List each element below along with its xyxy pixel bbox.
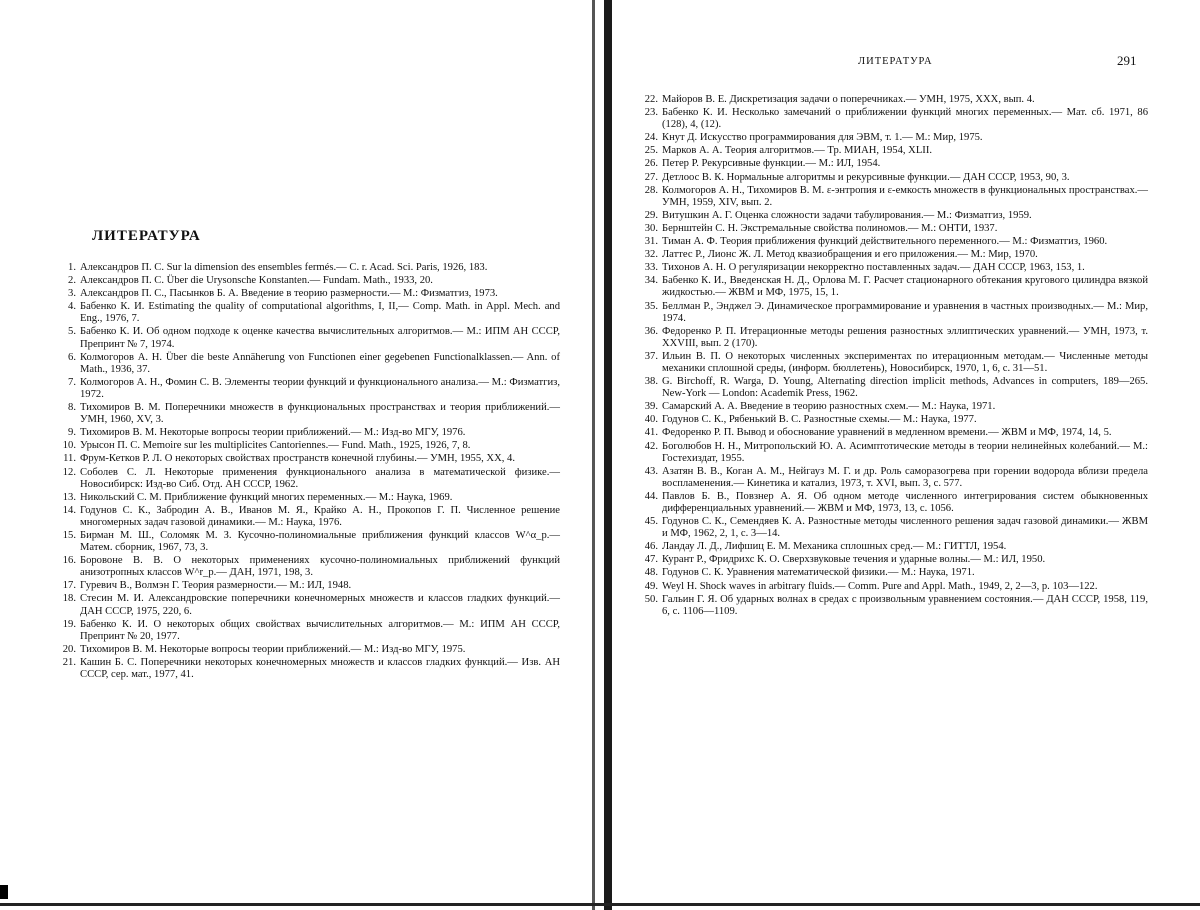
reference-number: 21. bbox=[62, 656, 76, 668]
reference-number: 20. bbox=[62, 643, 76, 655]
reference-text: Тихомиров В. М. Некоторые вопросы теории приближений.— М.: Изд-во МГУ, 1976. bbox=[80, 427, 466, 439]
reference-number: 41. bbox=[644, 427, 658, 439]
reference-text: Гуревич В., Волмэн Г. Теория размерности.— М.: ИЛ, 1948. bbox=[80, 580, 352, 592]
reference-item bbox=[634, 427, 1148, 439]
reference-item bbox=[634, 236, 1148, 248]
reference-number: 50. bbox=[644, 593, 658, 605]
reference-item bbox=[634, 301, 1148, 325]
reference-number: 31. bbox=[644, 236, 658, 248]
reference-number: 24. bbox=[644, 132, 658, 144]
reference-item bbox=[52, 427, 560, 439]
reference-number: 30. bbox=[644, 222, 658, 234]
reference-text: Федоренко Р. П. Итерационные методы решения разностных эллиптических уравнений.— УМН, 1973, т. XXVIII, вып. 2 (170). bbox=[662, 325, 1148, 349]
reference-item bbox=[52, 555, 560, 579]
reference-text: Колмогоров А. Н. Über die beste Annäherung von Functionen einer gegebenen Functionalklassen.— Ann. of Math., 1936, 37. bbox=[80, 351, 560, 375]
reference-item bbox=[52, 644, 560, 656]
reference-text: Петер Р. Рекурсивные функции.— М.: ИЛ, 1954. bbox=[662, 158, 881, 170]
reference-text: Тиман А. Ф. Теория приближения функций действительного переменного.— М.: Физматгиз, 1960. bbox=[662, 236, 1108, 248]
reference-item bbox=[634, 107, 1148, 131]
reference-number: 28. bbox=[644, 184, 658, 196]
reference-number: 40. bbox=[644, 414, 658, 426]
reference-text: Никольский С. М. Приближение функций многих переменных.— М.: Наука, 1969. bbox=[80, 491, 453, 503]
reference-item bbox=[52, 580, 560, 592]
reference-number: 33. bbox=[644, 262, 658, 274]
reference-text: Тихонов А. Н. О регуляризации некорректно поставленных задач.— ДАН СССР, 1963, 153, 1. bbox=[662, 262, 1085, 274]
reference-list bbox=[634, 94, 1148, 619]
reference-text: Боровоне В. В. О некоторых применениях кусочно-полиномиальных приближений функций анизотропных классов W^r_p.— ДАН, 1971, 198, 3. bbox=[80, 555, 560, 579]
reference-number: 42. bbox=[644, 440, 658, 452]
reference-item bbox=[52, 301, 560, 325]
reference-item bbox=[634, 351, 1148, 375]
reference-text: Урысон П. С. Memoire sur les multiplicites Cantoriennes.— Fund. Math., 1925, 1926, 7, 8. bbox=[80, 440, 471, 452]
reference-text: Кашин Б. С. Поперечники некоторых конечномерных множеств и классов гладких функций.— Изв. АН СССР, сер. мат., 1977, 41. bbox=[80, 656, 560, 680]
reference-text: Бабенко К. И., Введенская Н. Д., Орлова М. Г. Расчет стационарного обтекания кругового цилиндра вязкой жидкостью.— ЖВМ и МФ, 1975, 15, 1. bbox=[662, 275, 1148, 299]
reference-item bbox=[634, 441, 1148, 465]
reference-list bbox=[52, 262, 560, 682]
reference-item bbox=[634, 172, 1148, 184]
reference-item bbox=[634, 516, 1148, 540]
page-number: 291 bbox=[1117, 53, 1137, 68]
reference-item bbox=[634, 491, 1148, 515]
reference-item bbox=[52, 352, 560, 376]
reference-text: Бабенко К. И. Об одном подходе к оценке качества вычислительных алгоритмов.— М.: ИПМ АН СССР, Препринт № 7, 1974. bbox=[80, 326, 560, 350]
reference-item bbox=[634, 541, 1148, 553]
page-gutter-shadow bbox=[592, 0, 595, 910]
reference-item bbox=[634, 554, 1148, 566]
reference-text: Годунов С. К., Забродин А. В., Иванов М. Я., Крайко А. Н., Прокопов Г. П. Численное решение многомерных задач газовой динамики.— М.: Наука, 1976. bbox=[80, 504, 560, 528]
reference-text: Бабенко К. И. Estimating the quality of computational algorithms, I, II,— Comp. Math. in Appl. Mech. and Eng., 1976, 7. bbox=[80, 301, 560, 325]
reference-number: 12. bbox=[62, 466, 76, 478]
reference-item bbox=[52, 402, 560, 426]
reference-number: 9. bbox=[68, 427, 76, 439]
reference-number: 1. bbox=[68, 262, 76, 273]
reference-item bbox=[634, 145, 1148, 157]
reference-number: 45. bbox=[644, 516, 658, 528]
reference-number: 27. bbox=[644, 171, 658, 183]
reference-text: Бернштейн С. Н. Экстремальные свойства полиномов.— М.: ОНТИ, 1937. bbox=[662, 222, 998, 234]
reference-number: 18. bbox=[62, 593, 76, 605]
reference-text: Александров П. С., Пасынков Б. А. Введение в теорию размерности.— М.: Физматгиз, 1973. bbox=[80, 288, 498, 300]
book-spine bbox=[604, 0, 612, 910]
reference-item bbox=[52, 593, 560, 617]
reference-text: Бабенко К. И. О некоторых общих свойствах вычислительных алгоритмов.— М.: ИПМ АН СССР, Препринт № 20, 1977. bbox=[80, 618, 560, 642]
reference-number: 47. bbox=[644, 554, 658, 566]
reference-text: Латтес Р., Лионс Ж. Л. Метод квазиобращения и его приложения.— М.: Мир, 1970. bbox=[662, 249, 1038, 261]
reference-text: Александров П. С. Sur la dimension des ensembles fermés.— C. r. Acad. Sci. Paris, 1926, 183. bbox=[80, 262, 488, 273]
reference-item bbox=[52, 262, 560, 274]
reference-item bbox=[52, 467, 560, 491]
reference-text: Стесин М. И. Александровские поперечники конечномерных множеств и классов гладких функций.— ДАН СССР, 1975, 220, 6. bbox=[80, 593, 560, 617]
reference-number: 36. bbox=[644, 325, 658, 337]
reference-text: Гальин Г. Я. Об ударных волнах в средах с произвольным уравнением состояния.— ДАН СССР, 1958, 119, 6, с. 1106—1109. bbox=[662, 593, 1148, 617]
reference-item bbox=[634, 249, 1148, 261]
reference-item bbox=[634, 94, 1148, 106]
reference-text: Майоров В. Е. Дискретизация задачи о поперечниках.— УМН, 1975, XXX, вып. 4. bbox=[662, 94, 1035, 105]
running-head: ЛИТЕРАТУРА bbox=[858, 56, 933, 67]
reference-text: Самарский А. А. Введение в теорию разностных схем.— М.: Наука, 1971. bbox=[662, 401, 996, 413]
reference-number: 14. bbox=[62, 504, 76, 516]
reference-number: 4. bbox=[68, 301, 76, 313]
reference-item bbox=[634, 401, 1148, 413]
reference-text: Колмогоров А. Н., Фомин С. В. Элементы теории функций и функционального анализа.— М.: Физматгиз, 1972. bbox=[80, 376, 560, 400]
reference-number: 49. bbox=[644, 580, 658, 592]
reference-number: 13. bbox=[62, 491, 76, 503]
reference-item bbox=[634, 275, 1148, 299]
reference-number: 2. bbox=[68, 275, 76, 287]
reference-item bbox=[52, 453, 560, 465]
reference-item bbox=[634, 223, 1148, 235]
reference-number: 22. bbox=[644, 94, 658, 105]
reference-item bbox=[634, 414, 1148, 426]
reference-number: 11. bbox=[63, 453, 76, 465]
reference-number: 48. bbox=[644, 567, 658, 579]
reference-text: Тихомиров В. М. Поперечники множеств в функциональных пространствах и теория приближений.— УМН, 1960, XV, 3. bbox=[80, 402, 560, 426]
reference-text: Бабенко К. И. Несколько замечаний о приближении функций многих переменных.— Мат. сб. 1971, 86 (128), 4, (12). bbox=[662, 107, 1148, 131]
reference-text: Колмогоров А. Н., Тихомиров В. М. ε-энтропия и ε-емкость множеств в функциональных пространствах.— УМН, 1959, XIV, вып. 2. bbox=[662, 184, 1148, 208]
page-title: ЛИТЕРАТУРА bbox=[92, 228, 201, 244]
reference-item bbox=[634, 326, 1148, 350]
left-page bbox=[0, 0, 592, 910]
reference-item bbox=[634, 158, 1148, 170]
reference-number: 10. bbox=[62, 440, 76, 452]
reference-number: 17. bbox=[62, 580, 76, 592]
reference-text: Кнут Д. Искусство программирования для ЭВМ, т. 1.— М.: Мир, 1975. bbox=[662, 132, 983, 144]
reference-number: 26. bbox=[644, 158, 658, 170]
reference-number: 32. bbox=[644, 249, 658, 261]
reference-text: Курант Р., Фридрихс К. О. Сверхзвуковые течения и ударные волны.— М.: ИЛ, 1950. bbox=[662, 554, 1046, 566]
reference-item bbox=[634, 210, 1148, 222]
reference-text: Витушкин А. Г. Оценка сложности задачи табулирования.— М.: Физматгиз, 1959. bbox=[662, 209, 1032, 221]
reference-item bbox=[634, 594, 1148, 618]
reference-text: Боголюбов Н. Н., Митропольский Ю. А. Асимптотические методы в теории нелинейных колебаний.— М.: Гостехиздат, 1955. bbox=[662, 440, 1148, 464]
reference-item bbox=[634, 567, 1148, 579]
reference-number: 19. bbox=[62, 618, 76, 630]
reference-item bbox=[52, 619, 560, 643]
reference-item bbox=[634, 466, 1148, 490]
reference-item bbox=[634, 376, 1148, 400]
reference-text: Weyl H. Shock waves in arbitrary fluids.— Comm. Pure and Appl. Math., 1949, 2, 2—3, p. 103—122. bbox=[662, 580, 1098, 592]
reference-item bbox=[52, 377, 560, 401]
reference-number: 7. bbox=[68, 376, 76, 388]
reference-text: Соболев С. Л. Некоторые применения функционального анализа в математической физике.— Новосибирск: Изд-во Сиб. Отд. АН СССР, 1962. bbox=[80, 466, 560, 490]
reference-item bbox=[634, 581, 1148, 593]
reference-text: Павлов Б. В., Повзнер А. Я. Об одном методе численного интегрирования систем обыкновенных дифференциальных уравнений.— ЖВМ и МФ, 1973, 13, с. 1056. bbox=[662, 490, 1148, 514]
reference-number: 37. bbox=[644, 350, 658, 362]
reference-item bbox=[634, 132, 1148, 144]
reference-number: 25. bbox=[644, 145, 658, 157]
reference-number: 39. bbox=[644, 401, 658, 413]
reference-number: 29. bbox=[644, 209, 658, 221]
reference-number: 34. bbox=[644, 275, 658, 287]
reference-text: Ландау Л. Д., Лифшиц Е. М. Механика сплошных сред.— М.: ГИТТЛ, 1954. bbox=[662, 541, 1007, 553]
reference-text: Беллман Р., Энджел Э. Динамическое программирование и уравнения в частных производных.— М.: Мир, 1974. bbox=[662, 300, 1148, 324]
reference-item bbox=[634, 185, 1148, 209]
reference-item bbox=[52, 530, 560, 554]
reference-text: Фрум-Кетков Р. Л. О некоторых свойствах пространств конечной глубины.— УМН, 1955, XX, 4. bbox=[80, 453, 515, 465]
reference-number: 8. bbox=[68, 402, 76, 414]
reference-text: Александров П. С. Über die Urysonsche Konstanten.— Fundam. Math., 1933, 20. bbox=[80, 275, 433, 287]
reference-number: 38. bbox=[644, 376, 658, 388]
reference-item bbox=[52, 505, 560, 529]
reference-number: 5. bbox=[68, 326, 76, 338]
reference-number: 23. bbox=[644, 107, 658, 119]
reference-text: Федоренко Р. П. Вывод и обоснование уравнений в медленном времени.— ЖВМ и МФ, 1974, 14, 5. bbox=[662, 427, 1112, 439]
reference-item bbox=[52, 657, 560, 681]
reference-item bbox=[634, 262, 1148, 274]
reference-number: 3. bbox=[68, 288, 76, 300]
reference-text: Ильин В. П. О некоторых численных экспериментах по итерационным методам.— Численные методы механики сплошной среды, (информ. бюллетень), Новосибирск, 1970, 1, 6, с. 31—51. bbox=[662, 350, 1148, 374]
reference-number: 6. bbox=[68, 351, 76, 363]
reference-text: Азатян В. В., Коган А. М., Нейгауз М. Г. и др. Роль саморазогрева при горении водорода вблизи предела воспламенения.— Кинетика и катализ, 1973, т. XVI, вып. 3, с. 577. bbox=[662, 465, 1148, 489]
reference-text: Годунов С. К. Уравнения математической физики.— М.: Наука, 1971. bbox=[662, 567, 975, 579]
reference-number: 35. bbox=[644, 300, 658, 312]
reference-text: G. Birchoff, R. Warga, D. Young, Alternating direction implicit methods, Advances in computers, 189—265. New-York — London: Academik Press, 1962. bbox=[662, 376, 1148, 400]
reference-text: Марков А. А. Теория алгоритмов.— Тр. МИАН, 1954, XLII. bbox=[662, 145, 933, 157]
reference-item bbox=[52, 275, 560, 287]
reference-item bbox=[52, 288, 560, 300]
right-page bbox=[612, 0, 1200, 910]
reference-text: Тихомиров В. М. Некоторые вопросы теории приближений.— М.: Изд-во МГУ, 1975. bbox=[80, 643, 466, 655]
reference-item bbox=[52, 440, 560, 452]
reference-number: 16. bbox=[62, 555, 76, 567]
reference-number: 43. bbox=[644, 465, 658, 477]
reference-number: 44. bbox=[644, 490, 658, 502]
reference-text: Годунов С. К., Семендяев К. А. Разностные методы численного решения задач газовой динамики.— ЖВМ и МФ, 1962, 2, 1, с. 3—14. bbox=[662, 516, 1148, 540]
reference-text: Годунов С. К., Рябенький В. С. Разностные схемы.— М.: Наука, 1977. bbox=[662, 414, 977, 426]
reference-text: Детлоос В. К. Нормальные алгоритмы и рекурсивные функции.— ДАН СССР, 1953, 90, 3. bbox=[662, 171, 1070, 183]
reference-number: 46. bbox=[644, 541, 658, 553]
reference-item bbox=[52, 492, 560, 504]
reference-text: Бирман М. Ш., Соломяк М. З. Кусочно-полиномиальные приближения функций классов W^α_p.— Матем. сборник, 1967, 73, 3. bbox=[80, 529, 560, 554]
reference-number: 15. bbox=[62, 529, 76, 541]
reference-item bbox=[52, 326, 560, 350]
